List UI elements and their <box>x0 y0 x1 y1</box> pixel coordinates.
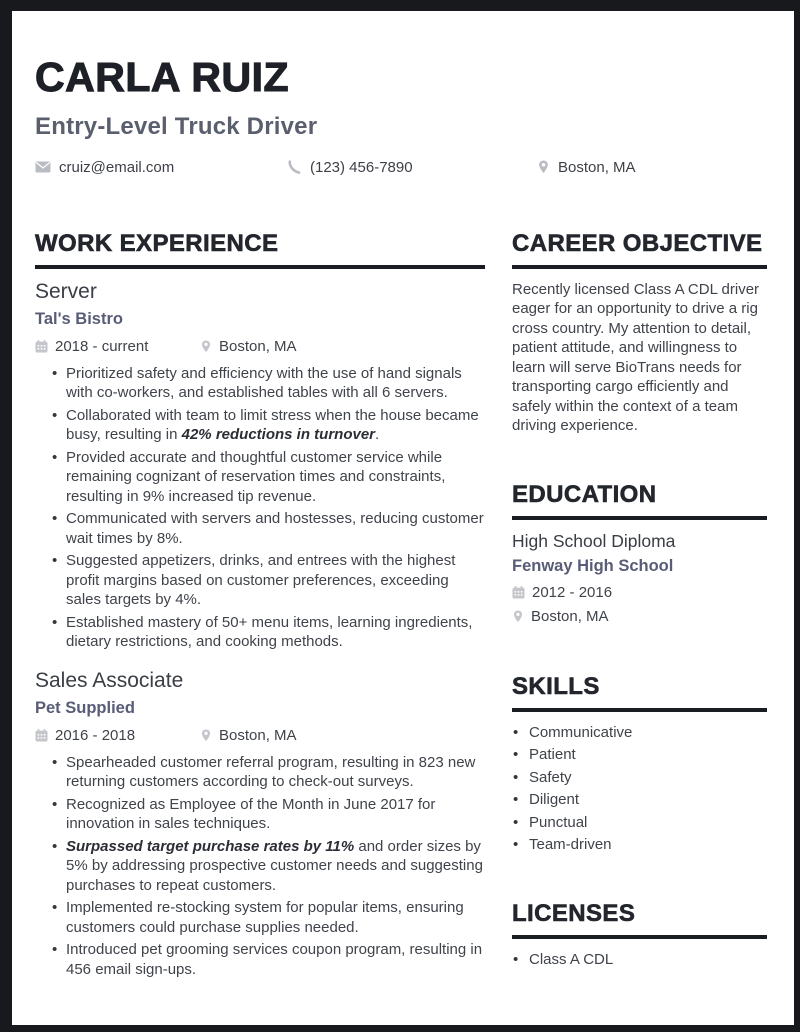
main-columns <box>35 229 767 983</box>
person-name: CARLA RUIZ <box>35 54 290 100</box>
licenses-section <box>512 899 767 970</box>
licenses-list <box>512 950 767 970</box>
left-column <box>35 229 485 983</box>
skills-list <box>512 723 767 855</box>
skill-item: • Team-driven <box>512 835 767 855</box>
location-text: Boston, MA <box>558 158 636 176</box>
bullet-item: • Spearheaded customer referral program, resulting in 823 new returning customers according to check-out surveys. <box>35 753 485 792</box>
education-location-text: Boston, MA <box>531 607 609 625</box>
skill-item: • Punctual <box>512 813 767 833</box>
skill-item: • Communicative <box>512 723 767 743</box>
skill-item: • Diligent <box>512 790 767 810</box>
job-headline: Entry-Level Truck Driver <box>35 112 318 140</box>
header <box>35 54 767 176</box>
company-name: Pet Supplied <box>35 698 135 717</box>
location-icon <box>537 159 550 175</box>
bullet-item: • Recognized as Employee of the Month in June 2017 for innovation in sales techniques. <box>35 795 485 834</box>
calendar-icon <box>35 340 48 353</box>
licenses-heading: LICENSES <box>512 899 767 939</box>
career-objective-text: Recently licensed Class A CDL driver eager for an opportunity to drive a rig cross country. My attention to detail, patient attitude, and willingness to learn will serve BioTrans needs for transporting cargo efficiently and safely within the context of a team driving experience. <box>512 280 760 435</box>
job-dates-text: 2018 - current <box>55 337 149 355</box>
calendar-icon <box>512 586 525 599</box>
school-name: Fenway High School <box>512 556 674 575</box>
location-icon <box>200 339 212 354</box>
bullet-item: • Suggested appetizers, drinks, and entrees with the highest profit margins based on customer preferences, exceeding sales targets by 4%. <box>35 551 485 610</box>
location-icon <box>200 728 212 743</box>
job-meta <box>35 727 485 744</box>
bullet-item: • Introduced pet grooming services coupon program, resulting in 456 email sign-ups. <box>35 940 485 979</box>
bullet-item: • Surpassed target purchase rates by 11% and order sizes by 5% by addressing prospective customer needs and suggesting purchases to repeat customers. <box>35 837 485 896</box>
job-title: Sales Associate <box>35 668 184 692</box>
contact-email <box>35 159 287 176</box>
job-dates <box>35 727 200 744</box>
bullet-item: • Collaborated with team to limit stress when the house became busy, resulting in 42% reductions in turnover. <box>35 406 485 445</box>
contact-location <box>537 159 636 176</box>
bullet-item: • Prioritized safety and efficiency with the use of hand signals with co-workers, and established tables with all 6 servers. <box>35 364 485 403</box>
job-location-text: Boston, MA <box>219 726 297 744</box>
education-dates-text: 2012 - 2016 <box>532 583 613 601</box>
skills-heading: SKILLS <box>512 672 767 712</box>
skill-item: • Safety <box>512 768 767 788</box>
job-meta <box>35 338 485 355</box>
resume-content <box>12 11 794 982</box>
contact-row <box>35 159 767 176</box>
license-item: • Class A CDL <box>512 950 767 970</box>
job-dates <box>35 338 200 355</box>
email-text: cruiz@email.com <box>59 158 175 176</box>
job-location <box>200 338 297 355</box>
bullet-item: • Implemented re-stocking system for popular items, ensuring customers could purchase supplies needed. <box>35 898 485 937</box>
phone-icon <box>287 160 302 175</box>
education-section <box>512 480 767 625</box>
contact-phone <box>287 159 537 176</box>
job-location <box>200 727 297 744</box>
mail-icon <box>35 161 51 173</box>
skills-section <box>512 672 767 855</box>
bullet-item: • Communicated with servers and hostesses, reducing customer wait times by 8%. <box>35 509 485 548</box>
bullet-item: • Provided accurate and thoughtful customer service while remaining cognizant of reservation times and constraints, resulting in 9% increased tip revenue. <box>35 448 485 507</box>
calendar-icon <box>35 729 48 742</box>
skill-item: • Patient <box>512 745 767 765</box>
company-name: Tal's Bistro <box>35 309 123 328</box>
education-heading: EDUCATION <box>512 480 767 520</box>
job-location-text: Boston, MA <box>219 337 297 355</box>
job-title: Server <box>35 279 97 303</box>
job-entry <box>35 280 485 652</box>
degree: High School Diploma <box>512 530 676 551</box>
job-bullet-list <box>35 753 485 980</box>
job-dates-text: 2016 - 2018 <box>55 726 136 744</box>
career-objective-heading: CAREER OBJECTIVE <box>512 229 767 269</box>
bullet-item: • Established mastery of 50+ menu items, learning ingredients, dietary restrictions, and cooking methods. <box>35 613 485 652</box>
career-objective-section <box>512 229 767 436</box>
work-experience-heading: WORK EXPERIENCE <box>35 229 485 269</box>
location-icon <box>512 609 524 624</box>
job-entry <box>35 669 485 980</box>
job-bullet-list <box>35 364 485 652</box>
right-column <box>512 229 767 983</box>
phone-text: (123) 456-7890 <box>310 158 413 176</box>
education-dates <box>512 584 767 601</box>
education-location <box>512 608 767 625</box>
